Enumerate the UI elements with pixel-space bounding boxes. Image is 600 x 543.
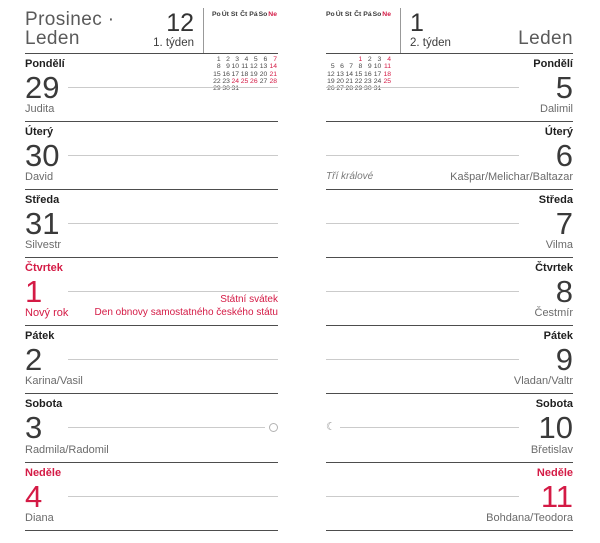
day-row-thursday-holiday <box>25 257 278 325</box>
mini-cal-cell: 13 <box>259 63 268 71</box>
day-label: Úterý <box>544 126 573 139</box>
mini-cal-cell: 22 <box>213 77 221 85</box>
mini-cal-cell: 20 <box>336 77 344 85</box>
diary-page-left <box>25 8 278 531</box>
mini-cal-cell: 15 <box>213 70 221 78</box>
week-label: 1. týden <box>153 37 194 49</box>
day-label: Středa <box>25 194 60 207</box>
mini-cal-cell: 25 <box>240 77 249 85</box>
day-number: 1 <box>25 274 43 310</box>
mini-cal-cell: 19 <box>250 70 258 78</box>
name-day: Vladan/Valtr <box>513 375 573 388</box>
header-divider <box>400 8 401 53</box>
day-row-wednesday <box>25 189 278 257</box>
day-row-saturday <box>326 393 573 461</box>
mini-cal-cell: 16 <box>222 70 230 78</box>
mini-calendar <box>212 8 278 93</box>
mini-cal-cell: 17 <box>231 70 240 78</box>
day-number: 8 <box>555 274 573 310</box>
mini-cal-cell: 21 <box>345 77 354 85</box>
name-day: Vilma <box>545 239 573 252</box>
writing-line <box>326 291 519 292</box>
mini-cal-cell: St <box>230 11 238 18</box>
day-number: 31 <box>25 206 60 242</box>
week-block <box>410 8 451 53</box>
mini-cal-cell: 19 <box>327 77 335 85</box>
writing-line <box>68 155 278 156</box>
day-label: Pondělí <box>533 58 573 70</box>
day-row-sunday <box>326 462 573 530</box>
holiday-note: Státní svátek Den obnovy samostatného českého státu <box>94 294 278 318</box>
mini-cal-cell: Po <box>212 11 221 18</box>
mini-cal-cell: Pá <box>363 11 372 18</box>
mini-cal-cell: 26 <box>250 77 258 85</box>
mini-cal-cell: 14 <box>269 63 277 71</box>
day-number: 10 <box>538 410 573 446</box>
mini-cal-cell: 4 <box>387 56 391 63</box>
day-label: Čtvrtek <box>25 262 63 275</box>
mini-cal-cell: Ne <box>382 11 391 18</box>
day-number: 11 <box>540 478 573 514</box>
writing-line <box>68 87 278 88</box>
day-label: Čtvrtek <box>535 262 573 275</box>
mini-cal-cell: 3 <box>235 56 240 63</box>
mini-cal-cell: 30 <box>222 85 230 93</box>
day-number: 6 <box>555 138 573 174</box>
writing-line <box>326 87 519 88</box>
writing-line <box>326 155 519 156</box>
day-grid <box>326 53 573 531</box>
mini-cal-cell: 29 <box>213 85 221 93</box>
name-day: Radmila/Radomil <box>25 443 109 456</box>
diary-page-right <box>326 8 573 531</box>
day-number: 2 <box>25 342 43 378</box>
mini-cal-cell: 8 <box>216 63 221 71</box>
mini-cal-cell: 11 <box>383 63 391 71</box>
day-label: Sobota <box>535 398 573 411</box>
mini-cal-cell: 2 <box>367 56 372 63</box>
name-day: David <box>25 171 54 184</box>
day-row-monday <box>25 53 278 121</box>
mini-cal-cell: 28 <box>345 85 354 93</box>
day-label: Sobota <box>25 398 63 411</box>
name-day: Čestmír <box>534 307 573 320</box>
mini-cal-cell: Po <box>326 11 335 18</box>
writing-line <box>326 359 519 360</box>
mini-calendar <box>326 8 392 93</box>
mini-cal-cell: 14 <box>345 70 354 78</box>
mini-cal-cell: 5 <box>330 63 335 71</box>
mini-cal-cell: 26 <box>327 85 335 93</box>
week-number: 1 <box>410 9 424 37</box>
header-divider <box>203 8 204 53</box>
mini-cal-cell: 24 <box>373 77 382 85</box>
week-number: 12 <box>166 9 194 37</box>
mini-cal-cell: 23 <box>364 77 372 85</box>
day-label: Úterý <box>25 126 54 139</box>
mini-cal-cell: 18 <box>240 70 249 78</box>
day-row-wednesday <box>326 189 573 257</box>
writing-line <box>326 223 519 224</box>
page-title: Leden <box>518 28 573 49</box>
day-label: Neděle <box>536 466 573 479</box>
mini-cal-cell: Út <box>221 11 229 18</box>
writing-line <box>68 223 278 224</box>
mini-cal-cell: 31 <box>231 85 240 93</box>
day-row-saturday <box>25 393 278 461</box>
day-number: 3 <box>25 410 43 446</box>
mini-cal-cell: So <box>258 11 268 18</box>
day-row-sunday <box>25 462 278 530</box>
name-day: Břetislav <box>530 443 573 456</box>
name-day: Kašpar/Melichar/Baltazar <box>450 171 573 184</box>
name-day: Nový rok <box>25 307 69 320</box>
mini-cal-cell: 25 <box>383 77 391 85</box>
mini-cal-cell: 5 <box>253 56 258 63</box>
day-number: 30 <box>25 138 60 174</box>
mini-cal-cell: 30 <box>364 85 372 93</box>
mini-cal-cell: 20 <box>259 70 268 78</box>
mini-cal-cell: 21 <box>269 70 277 78</box>
writing-line <box>68 291 278 292</box>
name-day: Dalimil <box>540 103 573 116</box>
full-moon-icon <box>269 423 278 432</box>
waning-crescent-moon-icon: ☾ <box>326 421 336 434</box>
mini-cal-cell: Ne <box>268 11 277 18</box>
mini-cal-cell: 6 <box>340 63 344 71</box>
mini-cal-cell: 17 <box>373 70 382 78</box>
mini-cal-cell: 27 <box>259 77 268 85</box>
day-row-friday <box>25 325 278 393</box>
mini-cal-cell: 8 <box>358 63 363 71</box>
name-day: Judita <box>25 103 55 116</box>
mini-cal-cell: 22 <box>354 77 363 85</box>
mini-cal-cell: 31 <box>373 85 382 93</box>
mini-cal-cell: Pá <box>249 11 258 18</box>
day-row-tuesday <box>25 121 278 189</box>
mini-cal-cell: 1 <box>358 56 363 63</box>
writing-line <box>326 496 519 497</box>
page-title: Prosinec · Leden <box>25 9 115 49</box>
day-number: 4 <box>25 478 43 514</box>
mini-cal-cell: 7 <box>349 63 354 71</box>
day-number: 29 <box>25 70 60 105</box>
writing-line <box>340 427 519 428</box>
mini-cal-cell: 13 <box>336 70 344 78</box>
mini-cal-cell: 6 <box>263 56 268 63</box>
mini-cal-cell: 10 <box>231 63 240 71</box>
mini-cal-cell: 18 <box>383 70 391 78</box>
mini-cal-cell: 2 <box>226 56 230 63</box>
mini-cal-cell: 3 <box>377 56 382 63</box>
mini-cal-cell: 4 <box>244 56 249 63</box>
mini-cal-cell: 23 <box>222 77 230 85</box>
day-label: Neděle <box>25 466 62 479</box>
mini-cal-cell: 9 <box>367 63 372 71</box>
mini-cal-cell: 1 <box>216 56 221 63</box>
mini-cal-cell: So <box>372 11 382 18</box>
mini-cal-cell: 16 <box>364 70 372 78</box>
day-label: Pondělí <box>25 58 65 70</box>
writing-line <box>68 359 278 360</box>
mini-cal-cell: 7 <box>273 56 277 63</box>
day-number: 9 <box>555 342 573 378</box>
mini-cal-cell: 27 <box>336 85 344 93</box>
writing-line <box>68 496 278 497</box>
day-number: 5 <box>555 70 573 105</box>
holiday-note: Tří králové <box>326 171 374 183</box>
mini-cal-cell: 29 <box>354 85 363 93</box>
mini-cal-cell: 12 <box>327 70 335 78</box>
name-day: Bohdana/Teodora <box>486 511 573 524</box>
day-row-tuesday <box>326 121 573 189</box>
name-day: Karina/Vasil <box>25 375 83 388</box>
writing-line <box>68 427 265 428</box>
mini-cal-cell: Út <box>335 11 343 18</box>
name-day: Diana <box>25 511 54 524</box>
day-label: Středa <box>538 194 573 207</box>
mini-cal-cell: 15 <box>354 70 363 78</box>
mini-cal-cell: 28 <box>269 77 277 85</box>
mini-cal-cell: 11 <box>241 63 249 71</box>
mini-cal-cell: St <box>344 11 352 18</box>
day-grid <box>25 53 278 531</box>
mini-cal-cell: Čt <box>240 11 248 18</box>
day-label: Pátek <box>543 330 573 343</box>
name-day: Silvestr <box>25 239 62 252</box>
day-row-monday <box>326 53 573 121</box>
day-row-thursday <box>326 257 573 325</box>
mini-cal-cell: 12 <box>250 63 258 71</box>
day-number: 7 <box>555 206 573 242</box>
mini-cal-cell: Čt <box>354 11 362 18</box>
day-label: Pátek <box>25 330 55 343</box>
week-label: 2. týden <box>410 37 451 49</box>
mini-cal-cell: 10 <box>373 63 382 71</box>
mini-cal-cell: 9 <box>226 63 230 71</box>
mini-cal-cell: 24 <box>231 77 240 85</box>
week-block <box>153 8 194 53</box>
day-row-friday <box>326 325 573 393</box>
